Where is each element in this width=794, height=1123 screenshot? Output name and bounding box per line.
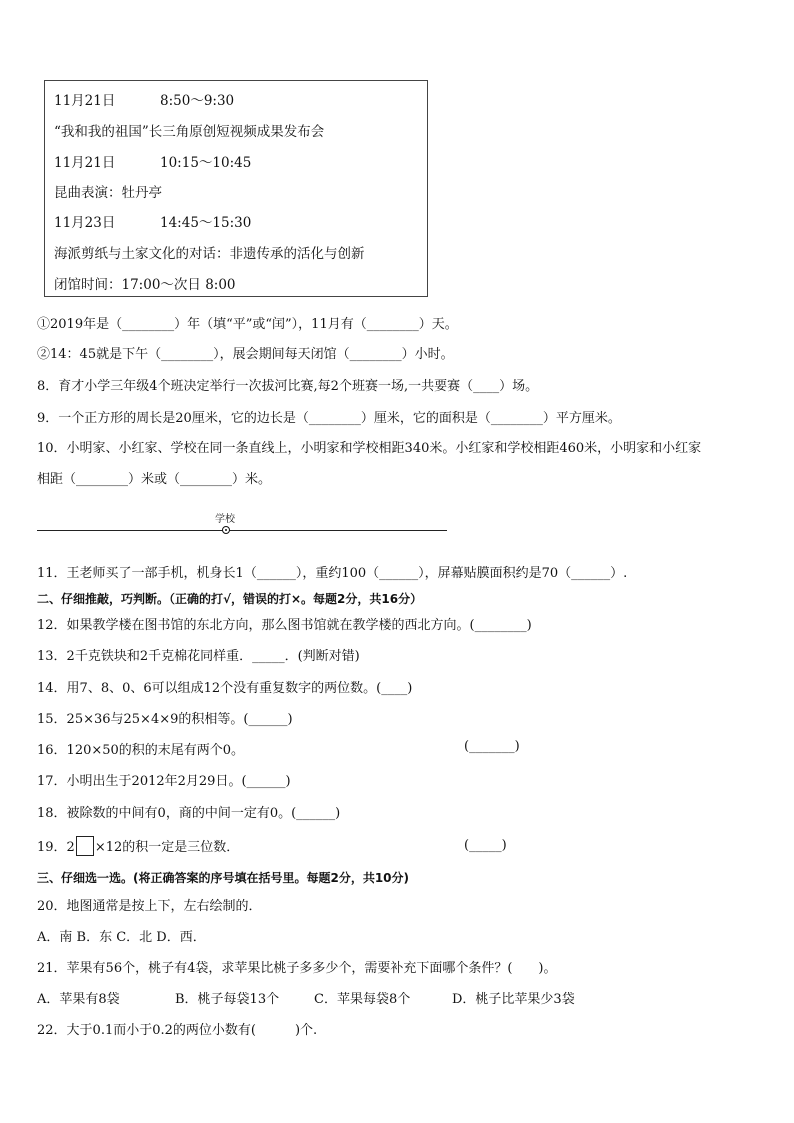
schedule-row-3: 11月21日 10:15～10:45 [54,155,252,171]
question-16-answer-slot: (_______) [464,739,520,754]
schedule-row-1: 11月21日 8:50～9:30 [54,93,235,109]
question-20-options: A．南 B．东 C．北 D．西． [37,930,206,945]
schedule-row-7: 闭馆时间：17:00～次日 8:00 [54,277,236,293]
school-point [222,526,230,534]
question-15: 15．25×36与25×4×9的积相等。(______) [37,712,293,727]
question-7a: ①2019年是（________）年（填“平”或“闰”），11月有（________）天。 [37,317,458,332]
schedule-row-4: 昆曲表演：牡丹亭 [54,185,162,201]
question-20: 20．地图通常是按上下，左右绘制的． [37,899,262,914]
question-21-option-b: B．桃子每袋13个 [175,992,280,1007]
question-21-option-c: C．苹果每袋8个 [314,992,411,1007]
question-22: 22．大于0.1而小于0.2的两位小数有( )个. [37,1023,318,1038]
question-14: 14．用7、8、0、6可以组成12个没有重复数字的两位数。(____) [37,681,413,696]
blank-digit-box [76,836,94,856]
question-9: 9．一个正方形的周长是20厘米，它的边长是（________）厘米，它的面积是（________）平方厘米。 [37,411,621,426]
question-12: 12．如果教学楼在图书馆的东北方向，那么图书馆就在教学楼的西北方向。(________) [37,618,532,633]
question-8: 8．育才小学三年级4个班决定举行一次拔河比赛,每2个班赛一场,一共要赛（____）场。 [37,379,539,394]
schedule-row-5: 11月23日 14:45～15:30 [54,215,252,231]
question-10-line1: 10．小明家、小红家、学校在同一条直线上，小明家和学校相距340米。小红家和学校相距460米，小明家和小红家 [37,441,702,456]
section-2-heading: 二、仔细推敲，巧判断。（正确的打√，错误的打×。每题2分，共16分） [37,592,423,606]
schedule-row-2: “我和我的祖国”长三角原创短视频成果发布会 [54,124,325,140]
question-17: 17．小明出生于2012年2月29日。(______) [37,774,291,789]
question-21-option-d: D．桃子比苹果少3袋 [452,992,575,1007]
exhibition-schedule-box [44,80,428,297]
school-label: 学校 [215,514,235,525]
question-13: 13．2千克铁块和2千克棉花同样重．_____．(判断对错) [37,649,360,664]
question-18: 18．被除数的中间有0，商的中间一定有0。(______) [37,806,341,821]
schedule-row-6: 海派剪纸与土家文化的对话：非遗传承的活化与创新 [54,246,365,262]
question-21-option-a: A．苹果有8袋 [37,992,120,1007]
question-19: 19．2 ×12的积一定是三位数． [37,836,239,856]
section-3-heading: 三、仔细选一选。(将正确答案的序号填在括号里。每题2分，共10分) [37,871,410,885]
distance-line [37,530,447,531]
question-11: 11．王老师买了一部手机，机身长1（______），重约100（______），屏幕贴膜面积约是70（______）. [37,566,628,581]
question-19-answer-slot: (_____) [464,838,507,853]
question-10-line2: 相距（________）米或（________）米。 [37,472,272,487]
question-7b: ②14：45就是下午（________），展会期间每天闭馆（________）小时。 [37,347,454,362]
question-16: 16．120×50的积的末尾有两个0。 [37,743,245,758]
question-21: 21．苹果有56个，桃子有4袋，求苹果比桃子多多少个，需要补充下面哪个条件？( )。 [37,961,557,976]
